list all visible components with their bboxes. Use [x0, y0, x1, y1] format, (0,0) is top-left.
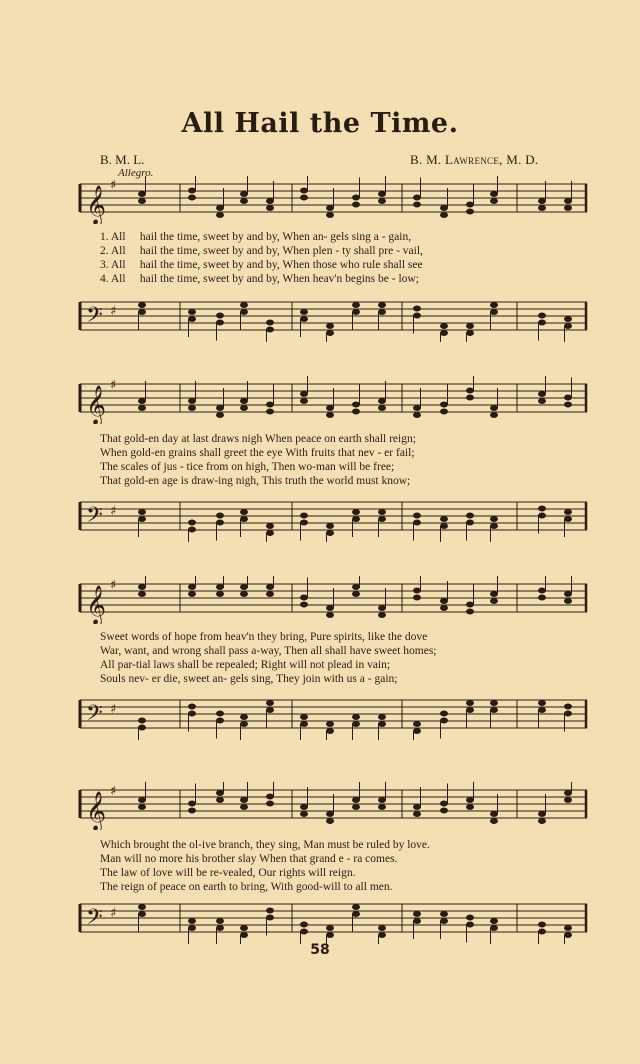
note-head — [300, 595, 308, 601]
note-head — [216, 520, 224, 526]
note-head — [188, 801, 196, 807]
verse-line: 1. All hail the time, sweet by and by, When an- gels sing a - gain, — [100, 231, 412, 243]
note-head — [378, 797, 386, 803]
note-head — [300, 922, 308, 928]
note-head — [138, 725, 146, 731]
hymn-title: All Hail the Time. — [181, 108, 459, 139]
note-head — [466, 700, 474, 706]
note-head — [466, 323, 474, 329]
note-head — [216, 790, 224, 796]
note-head — [240, 398, 248, 404]
note-head — [466, 520, 474, 526]
note-head — [138, 398, 146, 404]
note-head — [352, 904, 360, 910]
note-head — [240, 721, 248, 727]
note-head — [490, 198, 498, 204]
note-head — [352, 302, 360, 308]
note-head — [266, 327, 274, 333]
note-head — [188, 591, 196, 597]
note-head — [538, 198, 546, 204]
note-head — [538, 922, 546, 928]
page-number: 58 — [310, 942, 330, 958]
system-1-treble-staff — [72, 176, 592, 224]
verse-line: War, want, and wrong shall pass a-way, Then all shall have sweet homes; — [100, 645, 437, 657]
note-head — [266, 402, 274, 408]
treble-clef-icon: 𝄞 — [86, 385, 107, 424]
note-head — [413, 520, 421, 526]
note-head — [240, 198, 248, 204]
note-head — [352, 195, 360, 201]
note-head — [538, 818, 546, 824]
note-head — [413, 202, 421, 208]
verse-line: Sweet words of hope from heav'n they bring, Pure spirits, like the dove — [100, 631, 428, 643]
note-head — [538, 707, 546, 713]
key-signature-sharp-icon: ♯ — [110, 906, 117, 921]
note-head — [240, 932, 248, 938]
system-4-bass-staff — [72, 896, 592, 944]
note-head — [413, 313, 421, 319]
system-4-lyrics — [100, 838, 590, 894]
note-head — [352, 516, 360, 522]
note-head — [413, 405, 421, 411]
key-signature-sharp-icon: ♯ — [110, 504, 117, 519]
note-head — [326, 925, 334, 931]
note-head — [538, 313, 546, 319]
note-head — [326, 612, 334, 618]
note-head — [188, 398, 196, 404]
note-head — [266, 409, 274, 415]
note-head — [240, 925, 248, 931]
verse-line: That gold-en age is draw-ing nigh, This truth the world must know; — [100, 475, 411, 487]
note-head — [466, 202, 474, 208]
note-head — [326, 605, 334, 611]
verse-line: 4. All hail the time, sweet by and by, When heav'n begins be - low; — [100, 273, 419, 285]
note-head — [216, 718, 224, 724]
verse-line: The reign of peace on earth to bring, With good-will to all men. — [100, 881, 393, 893]
note-head — [490, 818, 498, 824]
note-head — [466, 209, 474, 215]
bass-clef-icon: 𝄢 — [86, 905, 103, 935]
verse-line: When gold-en grains shall greet the eye With fruits that nev - er fail; — [100, 447, 415, 459]
note-head — [300, 316, 308, 322]
note-head — [300, 804, 308, 810]
verse-line: Which brought the ol-ive branch, they sing, Man must be ruled by love. — [100, 839, 430, 851]
note-head — [378, 309, 386, 315]
note-head — [300, 520, 308, 526]
verse-line: 3. All hail the time, sweet by and by, When those who rule shall see — [100, 259, 423, 271]
note-head — [413, 911, 421, 917]
note-head — [300, 513, 308, 519]
note-head — [138, 904, 146, 910]
system-2-bass-staff — [72, 494, 592, 542]
note-head — [216, 412, 224, 418]
note-head — [440, 323, 448, 329]
note-head — [352, 309, 360, 315]
note-head — [326, 212, 334, 218]
note-head — [466, 922, 474, 928]
note-head — [490, 591, 498, 597]
note-head — [564, 925, 572, 931]
note-head — [216, 711, 224, 717]
note-head — [378, 721, 386, 727]
note-head — [538, 700, 546, 706]
note-head — [188, 925, 196, 931]
note-head — [413, 513, 421, 519]
note-head — [440, 205, 448, 211]
note-head — [138, 516, 146, 522]
note-head — [240, 309, 248, 315]
note-head — [138, 797, 146, 803]
note-head — [490, 598, 498, 604]
note-head — [240, 516, 248, 522]
note-head — [266, 915, 274, 921]
note-head — [538, 506, 546, 512]
note-head — [440, 409, 448, 415]
note-head — [440, 212, 448, 218]
note-head — [352, 584, 360, 590]
note-head — [326, 818, 334, 824]
note-head — [564, 395, 572, 401]
note-head — [240, 509, 248, 515]
note-head — [413, 811, 421, 817]
note-head — [440, 711, 448, 717]
note-head — [352, 714, 360, 720]
note-head — [490, 811, 498, 817]
note-head — [326, 728, 334, 734]
note-head — [378, 405, 386, 411]
note-head — [440, 911, 448, 917]
note-head — [188, 808, 196, 814]
note-head — [490, 405, 498, 411]
note-head — [216, 205, 224, 211]
bass-clef-icon: 𝄢 — [86, 701, 103, 731]
key-signature-sharp-icon: ♯ — [110, 578, 117, 593]
note-head — [564, 598, 572, 604]
note-head — [564, 316, 572, 322]
note-head — [352, 804, 360, 810]
key-signature-sharp-icon: ♯ — [110, 784, 117, 799]
system-4-treble-staff — [72, 782, 592, 830]
note-head — [188, 188, 196, 194]
system-3-lyrics — [100, 630, 590, 686]
note-head — [240, 797, 248, 803]
note-head — [326, 405, 334, 411]
note-head — [240, 804, 248, 810]
note-head — [266, 908, 274, 914]
note-head — [300, 811, 308, 817]
system-1-bass-staff — [72, 294, 592, 342]
note-head — [440, 402, 448, 408]
verse-line: The scales of jus - tice from on high, Then wo-man will be free; — [100, 461, 395, 473]
note-head — [240, 584, 248, 590]
note-head — [413, 721, 421, 727]
note-head — [466, 513, 474, 519]
system-2-lyrics — [100, 432, 590, 488]
note-head — [300, 721, 308, 727]
note-head — [564, 711, 572, 717]
note-head — [326, 523, 334, 529]
note-head — [300, 714, 308, 720]
note-head — [564, 402, 572, 408]
note-head — [490, 302, 498, 308]
system-2-treble-staff — [72, 376, 592, 424]
note-head — [466, 602, 474, 608]
system-3-treble-staff — [72, 576, 592, 624]
note-head — [564, 198, 572, 204]
note-head — [378, 198, 386, 204]
note-head — [466, 395, 474, 401]
note-head — [490, 918, 498, 924]
note-head — [466, 388, 474, 394]
note-head — [538, 391, 546, 397]
verse-line: That gold-en day at last draws nigh When peace on earth shall reign; — [100, 433, 416, 445]
note-head — [216, 918, 224, 924]
note-head — [466, 915, 474, 921]
note-head — [440, 801, 448, 807]
bass-clef-icon: 𝄢 — [86, 303, 103, 333]
verse-line: The law of love will be re-vealed, Our rights will reign. — [100, 867, 356, 879]
note-head — [352, 402, 360, 408]
note-head — [326, 330, 334, 336]
note-head — [466, 609, 474, 615]
note-head — [266, 205, 274, 211]
note-head — [564, 205, 572, 211]
note-head — [538, 205, 546, 211]
note-head — [138, 309, 146, 315]
note-head — [466, 804, 474, 810]
note-head — [378, 714, 386, 720]
note-head — [440, 918, 448, 924]
note-head — [188, 711, 196, 717]
note-head — [378, 191, 386, 197]
note-head — [440, 516, 448, 522]
note-head — [413, 728, 421, 734]
verse-line: Man will no more his brother slay When that grand e - ra comes. — [100, 853, 398, 865]
note-head — [326, 932, 334, 938]
note-head — [440, 523, 448, 529]
note-head — [188, 584, 196, 590]
bass-clef-icon: 𝄢 — [86, 503, 103, 533]
note-head — [564, 591, 572, 597]
note-head — [216, 320, 224, 326]
note-head — [188, 405, 196, 411]
note-head — [266, 320, 274, 326]
system-1-lyrics — [100, 230, 590, 286]
note-head — [466, 797, 474, 803]
note-head — [490, 700, 498, 706]
note-head — [300, 929, 308, 935]
note-head — [300, 391, 308, 397]
note-head — [138, 405, 146, 411]
note-head — [266, 801, 274, 807]
note-head — [266, 198, 274, 204]
note-head — [538, 398, 546, 404]
note-head — [326, 530, 334, 536]
note-head — [490, 707, 498, 713]
note-head — [538, 588, 546, 594]
note-head — [352, 591, 360, 597]
note-head — [138, 191, 146, 197]
music-credit: B. M. Lawrence, M. D. — [410, 152, 539, 167]
note-head — [413, 804, 421, 810]
note-head — [240, 591, 248, 597]
verse-line: All par-tial laws shall be repealed; Right will not plead in vain; — [100, 659, 391, 671]
note-head — [240, 405, 248, 411]
words-credit: B. M. L. — [100, 152, 145, 167]
note-head — [216, 212, 224, 218]
note-head — [216, 584, 224, 590]
note-head — [326, 323, 334, 329]
note-head — [440, 808, 448, 814]
note-head — [188, 520, 196, 526]
note-head — [216, 513, 224, 519]
note-head — [564, 790, 572, 796]
note-head — [440, 605, 448, 611]
note-head — [352, 721, 360, 727]
note-head — [266, 707, 274, 713]
note-head — [266, 530, 274, 536]
note-head — [138, 584, 146, 590]
note-head — [564, 704, 572, 710]
note-head — [413, 195, 421, 201]
note-head — [564, 323, 572, 329]
note-head — [490, 412, 498, 418]
verse-line: 2. All hail the time, sweet by and by, When plen - ty shall pre - vail, — [100, 245, 423, 257]
treble-clef-icon: 𝄞 — [86, 185, 107, 224]
note-head — [378, 302, 386, 308]
system-3-bass-staff — [72, 692, 592, 740]
note-head — [326, 205, 334, 211]
note-head — [216, 405, 224, 411]
note-head — [352, 509, 360, 515]
verse-line: Souls nev- er die, sweet an- gels sing, They join with us a - gain; — [100, 673, 398, 685]
note-head — [490, 925, 498, 931]
note-head — [240, 302, 248, 308]
note-head — [378, 925, 386, 931]
note-head — [138, 198, 146, 204]
note-head — [564, 516, 572, 522]
note-head — [378, 804, 386, 810]
note-head — [188, 704, 196, 710]
note-head — [352, 911, 360, 917]
note-head — [266, 584, 274, 590]
note-head — [138, 718, 146, 724]
note-head — [490, 523, 498, 529]
note-head — [188, 918, 196, 924]
note-head — [188, 309, 196, 315]
note-head — [413, 412, 421, 418]
note-head — [538, 595, 546, 601]
note-head — [216, 925, 224, 931]
note-head — [378, 516, 386, 522]
note-head — [300, 195, 308, 201]
note-head — [138, 509, 146, 515]
note-head — [538, 811, 546, 817]
note-head — [138, 804, 146, 810]
note-head — [138, 591, 146, 597]
note-head — [240, 714, 248, 720]
key-signature-sharp-icon: ♯ — [110, 702, 117, 717]
note-head — [413, 306, 421, 312]
note-head — [326, 412, 334, 418]
note-head — [240, 191, 248, 197]
note-head — [216, 797, 224, 803]
note-head — [138, 911, 146, 917]
note-head — [300, 602, 308, 608]
note-head — [266, 591, 274, 597]
note-head — [413, 588, 421, 594]
note-head — [266, 794, 274, 800]
note-head — [266, 700, 274, 706]
note-head — [326, 721, 334, 727]
note-head — [440, 598, 448, 604]
treble-clef-icon: 𝄞 — [86, 791, 107, 830]
note-head — [538, 513, 546, 519]
note-head — [466, 707, 474, 713]
note-head — [216, 313, 224, 319]
note-head — [564, 932, 572, 938]
note-head — [216, 591, 224, 597]
note-head — [378, 612, 386, 618]
note-head — [413, 918, 421, 924]
note-head — [378, 398, 386, 404]
key-signature-sharp-icon: ♯ — [110, 178, 117, 193]
note-head — [538, 320, 546, 326]
key-signature-sharp-icon: ♯ — [110, 304, 117, 319]
key-signature-sharp-icon: ♯ — [110, 378, 117, 393]
note-head — [300, 188, 308, 194]
tempo-marking: Allegro. — [118, 167, 154, 179]
note-head — [352, 409, 360, 415]
note-head — [352, 797, 360, 803]
note-head — [138, 302, 146, 308]
note-head — [300, 309, 308, 315]
note-head — [440, 718, 448, 724]
note-head — [188, 195, 196, 201]
treble-clef-icon: 𝄞 — [86, 585, 107, 624]
note-head — [538, 929, 546, 935]
note-head — [490, 309, 498, 315]
note-head — [378, 509, 386, 515]
note-head — [564, 509, 572, 515]
note-head — [378, 932, 386, 938]
note-head — [413, 595, 421, 601]
note-head — [266, 523, 274, 529]
note-head — [188, 316, 196, 322]
note-head — [490, 191, 498, 197]
note-head — [352, 202, 360, 208]
note-head — [326, 811, 334, 817]
note-head — [188, 527, 196, 533]
note-head — [564, 797, 572, 803]
note-head — [466, 330, 474, 336]
note-head — [378, 605, 386, 611]
note-head — [490, 516, 498, 522]
note-head — [440, 330, 448, 336]
note-head — [300, 398, 308, 404]
